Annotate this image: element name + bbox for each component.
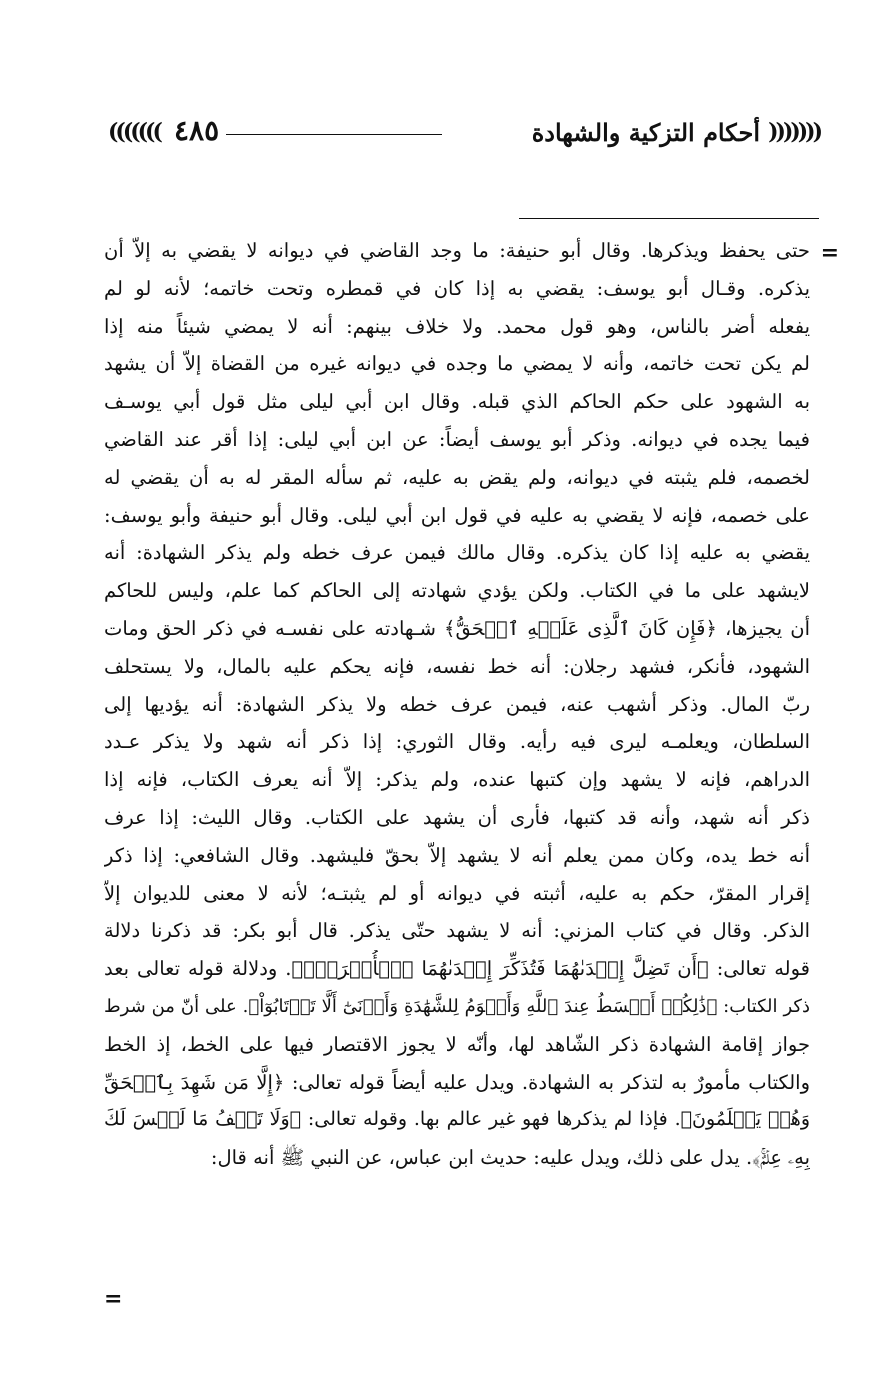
- text-line: السلطان، ويعلمـه ليرى فيه رأيه. وقال الثوري: إذا ذكر أنه شهد ولا يذكر عـدد: [104, 730, 810, 754]
- footnote-body: [104, 232, 810, 1177]
- text-line: ذكر أنه شهد، وأنه قد كتبها، فأرى أن يشهد على الكتاب. وقال الليث: إذا عرف: [104, 805, 810, 829]
- text-line: أن يجيزها، ﴿فَإِن كَانَ ٱلَّذِى عَلَيۡهِ ٱلۡحَقُّ﴾ شـهادته على نفسـه في ذكر الحق ومات: [104, 616, 810, 640]
- header-title: أحكام التزكية والشهادة: [531, 118, 760, 147]
- text-line: الدراهم، فإنه لا يشهد وإن كتبها عنده، ولم يذكر: إلاّ أنه يعرف الكتاب، فإنه إذا: [104, 768, 810, 792]
- text-line: يذكره. وقـال أبو يوسف: يقضي به إذا كان في قمطره وتحت خاتمه؛ لأنه لو لم: [104, 276, 810, 300]
- text-line: ذكر الكتاب: ﴿ذَٰلِكُمۡ أَقۡسَطُ عِندَ ٱللَّهِ وَأَقۡوَمُ لِلشَّهَٰدَةِ وَأَدۡنَىٰٓ أَلَّا تَرۡتَابُوٓاْ﴾. على أنّ من شرط: [104, 995, 810, 1017]
- text-line: حتى يحفظ ويذكرها. وقال أبو حنيفة: ما وجد القاضي في ديوانه لا يقضي به إلاّ أن: [104, 239, 810, 262]
- text-line: بِهِۦ عِلۡمٌۚ﴾. يدل على ذلك، ويدل عليه: حديث ابن عباس، عن النبي ﷺ أنه قال:: [210, 1146, 810, 1170]
- text-line: أنه خط يده، وكان ممن يعلم أنه لا يشهد إلاّ بحقّ فليشهد. وقال الشافعي: إذا ذكر: [104, 843, 810, 867]
- header-ornament-left: ))))))): [108, 119, 160, 145]
- text-line: به الشهود على حكم الحاكم الذي قبله. وقال ابن أبي ليلى مثل قول أبي يوسـف: [104, 390, 810, 414]
- running-header: [108, 112, 820, 156]
- text-line: يقضي به عليه إذا كان يذكره. وقال مالك فيمن عرف خطه ولم يذكر الشهادة: أنه: [104, 541, 810, 565]
- text-line: لايشهد على ما في الكتاب. ولكن يؤدي شهادته إلى الحاكم كما علم، وليس للحاكم: [104, 579, 810, 603]
- text-line: لم يكن تحت خاتمه، وأنه لا يمضي ما وجده في ديوانه غيره من القضاة إلاّ أن يشهد: [104, 352, 810, 376]
- continuation-mark-start: =: [820, 240, 839, 266]
- text-line: ربّ المال. وذكر أشهب عنه، فيمن عرف خطه ولا يذكر الشهادة: أنه يؤديها إلى: [104, 692, 810, 716]
- text-line: يفعله أضر بالناس، وهو قول محمد. ولا خلاف بينهم: أنه لا يمضي شيئاً منه إذا: [104, 314, 810, 338]
- footnote-separator: [519, 218, 819, 219]
- text-line: لخصمه، فلم يثبته في ديوانه، ولم يقض به عليه، ثم سأله المقر له به أن يقضي له: [104, 465, 810, 489]
- text-line: وَهُمۡ يَعۡلَمُونَ﴾. فإذا لم يذكرها فهو غير عالم بها. وقوله تعالى: ﴿وَلَا تَقۡفُ مَا لَيۡسَ لَكَ: [104, 1108, 810, 1131]
- text-line: الشهود، فأنكر، فشهد رجلان: أنه خط نفسه، فإنه يحكم عليه بالمال، ولا يستحلف: [104, 654, 810, 678]
- text-line: إقرار المقرّ، حكم به عليه، أثبته في ديوانه أو لم يثبتـه؛ لأنه لا معنى للديوان إلاّ: [104, 881, 810, 905]
- text-line: قوله تعالى: ﴿أَن تَضِلَّ إِحۡدَىٰهُمَا فَتُذَكِّرَ إِحۡدَىٰهُمَا ٱلۡأُخۡرَىٰۚ﴾. ودلالة قوله تعالى بعد: [104, 957, 810, 981]
- text-line: فيما يجده في ديوانه. وذكر أبو يوسف أيضاً: عن ابن أبي ليلى: إذا أقر عند القاضي: [104, 427, 810, 451]
- text-line: الذكر. وقال في كتاب المزني: أنه لا يشهد حتّى يذكر. قال أبو بكر: قد ذكرنا دلالة: [104, 919, 810, 943]
- header-ornament-right: (((((((: [768, 119, 820, 145]
- header-rule: [226, 134, 442, 135]
- text-line: على خصمه، فإنه لا يقضي به عليه في قول ابن أبي ليلى. وقال أبو حنيفة وأبو يوسف:: [104, 503, 810, 527]
- text-line: والكتاب مأمورٌ به لتذكر به الشهادة. ويدل عليه أيضاً قوله تعالى: ﴿إِلَّا مَن شَهِدَ بِٱلۡحَقِّ: [104, 1070, 810, 1094]
- text-line: جواز إقامة الشهادة ذكر الشّاهد لها، وأنّه لا يجوز الاقتصار فيها على الخط، إذ الخط: [104, 1032, 810, 1056]
- continuation-mark-end: =: [104, 1286, 123, 1312]
- page-number: ٤٨٥: [174, 114, 220, 147]
